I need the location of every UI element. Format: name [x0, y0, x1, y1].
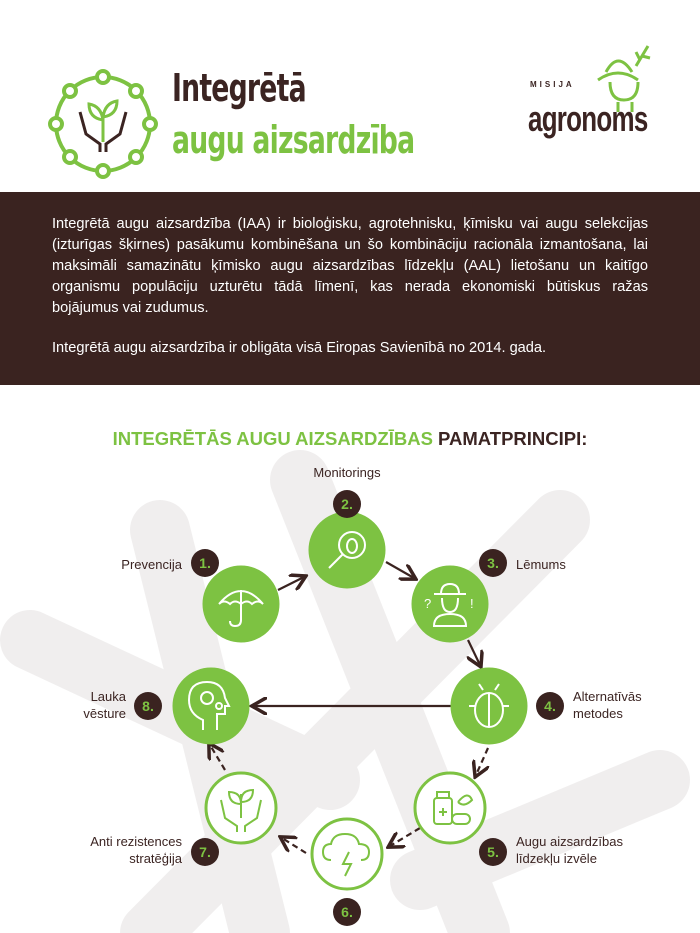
- brand-name: agronoms: [528, 98, 648, 139]
- step-1-label: Prevencija: [121, 557, 182, 572]
- step-2-circle: [310, 513, 384, 587]
- label-line: līdzekļu izvēle: [516, 851, 597, 866]
- label-line: vēsture: [83, 706, 126, 721]
- step-7-circle: [206, 773, 276, 843]
- step-4-badge: 4.: [536, 692, 564, 720]
- step-1-circle: [204, 567, 278, 641]
- step-5-badge: 5.: [479, 838, 507, 866]
- step-4-circle: [452, 669, 526, 743]
- step-1-badge: 1.: [191, 549, 219, 577]
- step-4-label: [573, 688, 642, 722]
- step-8-circle: [174, 669, 248, 743]
- step-2-badge: 2.: [333, 490, 361, 518]
- step-3-badge: 3.: [479, 549, 507, 577]
- step-8-badge: 8.: [134, 692, 162, 720]
- step-7-label: [60, 833, 182, 867]
- label-line: Augu aizsardzības: [516, 834, 623, 849]
- step-5-circle: [415, 773, 485, 843]
- section-title-green: INTEGRĒTĀS AUGU AIZSARDZĪBAS: [112, 428, 433, 449]
- brand-small: MISIJA: [530, 80, 575, 89]
- step-3-circle: [413, 567, 487, 641]
- step-8-label: [70, 688, 126, 722]
- label-line: Lauka: [90, 689, 126, 704]
- step-6-badge: 6.: [333, 898, 361, 926]
- step-3-label: Lēmums: [516, 557, 566, 572]
- label-line: metodes: [573, 706, 623, 721]
- label-line: Alternatīvās: [573, 689, 642, 704]
- svg-text:!: !: [470, 596, 474, 611]
- step-6-circle: [312, 819, 382, 889]
- label-line: stratēģija: [129, 851, 182, 866]
- label-line: Anti rezistences: [90, 834, 182, 849]
- section-title-dark: PAMATPRINCIPI:: [438, 428, 588, 449]
- step-2-label: Monitorings: [313, 465, 381, 480]
- title-line1: Integrētā: [172, 66, 306, 110]
- title-line2: augu aizsardzība: [172, 118, 415, 162]
- step-5-label: [516, 833, 623, 867]
- step-7-badge: 7.: [191, 838, 219, 866]
- intro-note: Integrētā augu aizsardzība ir obligāta visā Eiropas Savienībā no 2014. gada.: [52, 340, 547, 356]
- svg-text:?: ?: [424, 596, 432, 611]
- intro-paragraph: Integrētā augu aizsardzība (IAA) ir bioloģisku, agrotehnisku, ķīmisku vai augu selekcijas (izturīgas šķirnes) pasākumu kombinēšana un šo kombināciju racionāla izmantošana, lai maksimāli samazinātu ķīmisko augu aizsardzības līdzekļu (AAL) lietošanu un kaitīgo organismu populāciju uzturētu tādā līmenī, kas nerada ekonomiski būtiskus ražas bojājumus vai zudumus.: [52, 216, 648, 316]
